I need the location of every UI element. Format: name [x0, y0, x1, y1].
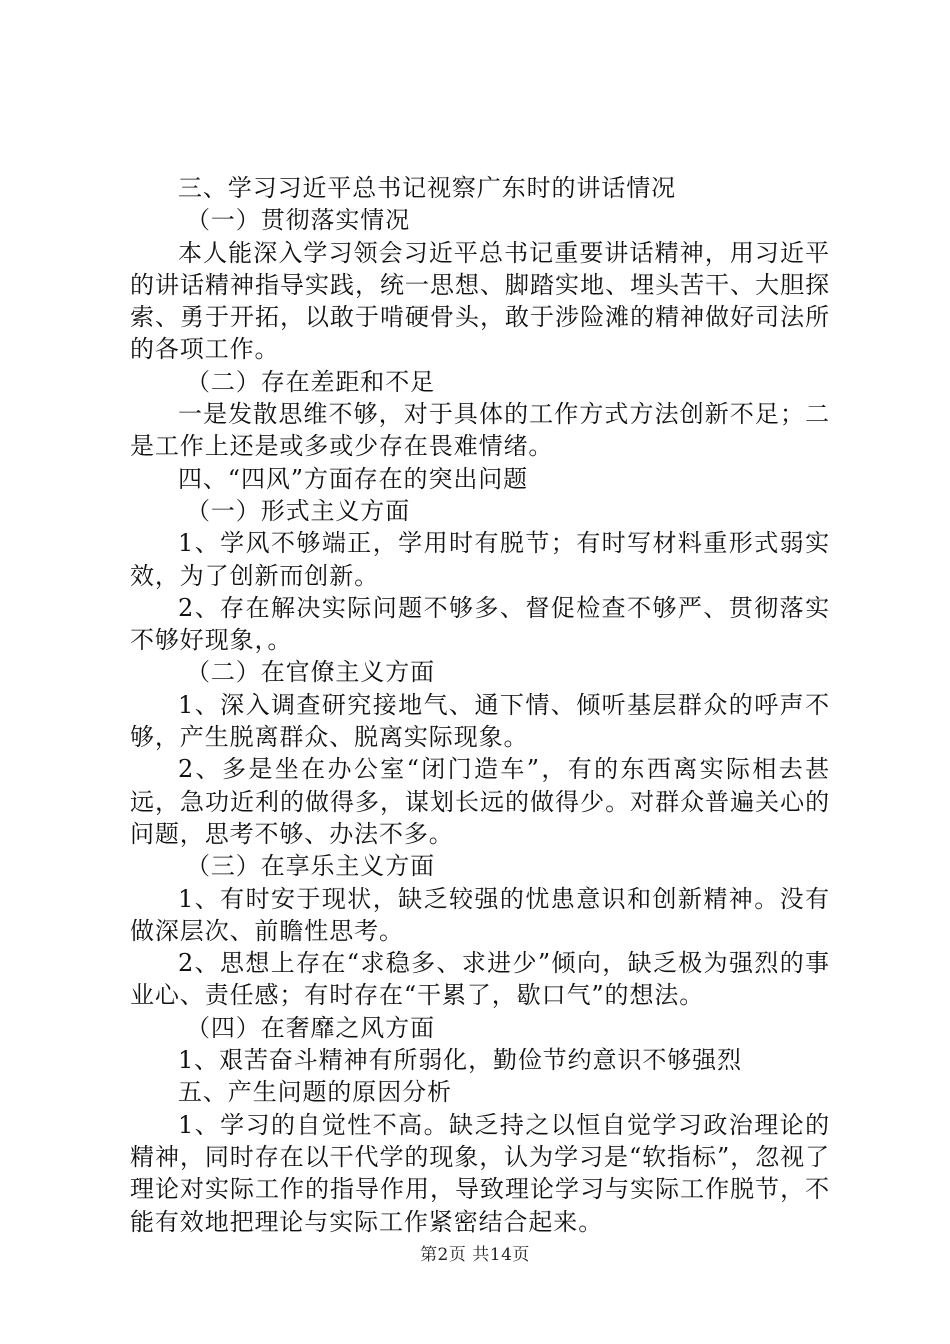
body-paragraph: 1、深入调查研究接地气、通下情、倾听基层群众的呼声不够，产生脱离群众、脱离实际现象。: [130, 690, 830, 752]
body-paragraph: 1、学习的自觉性不高。缺乏持之以恒自觉学习政治理论的精神，同时存在以干代学的现象，认为学习是“软指标”，忽视了理论对实际工作的指导作用，导致理论学习与实际工作脱节，不能有效地把理论与实际工作紧密结合起来。: [130, 1110, 830, 1236]
body-paragraph: 本人能深入学习领会习近平总书记重要讲话精神，用习近平的讲话精神指导实践，统一思想、脚踏实地、埋头苦干、大胆探索、勇于开拓，以敢于啃硬骨头，敢于涉险滩的精神做好司法所的各项工作。: [130, 238, 830, 364]
document-body: [130, 172, 830, 1238]
body-paragraph: 2、多是坐在办公室“闭门造车”，有的东西离实际相去甚远，急功近利的做得多，谋划长远的做得少。对群众普遍关心的问题，思考不够、办法不多。: [130, 755, 830, 848]
subsection-heading: （一）形式主义方面: [186, 496, 411, 525]
subsection-heading: （二）存在差距和不足: [186, 367, 435, 396]
section-heading-4: 四、“四风”方面存在的突出问题: [178, 464, 529, 493]
body-paragraph: 1、学风不够端正，学用时有脱节；有时写材料重形式弱实效，为了创新而创新。: [130, 529, 830, 590]
section-heading-5: 五、产生问题的原因分析: [178, 1078, 452, 1107]
body-paragraph: 2、存在解决实际问题不够多、督促检查不够严、贯彻落实不够好现象，。: [130, 593, 830, 655]
section-heading-3: 三、学习习近平总书记视察广东时的讲话情况: [178, 174, 676, 202]
body-paragraph: 1、艰苦奋斗精神有所弱化，勤俭节约意识不够强烈: [178, 1046, 742, 1075]
subsection-heading: （二）在官僚主义方面: [186, 658, 435, 687]
subsection-heading: （三）在享乐主义方面: [186, 852, 435, 881]
body-paragraph: 一是发散思维不够，对于具体的工作方式方法创新不足；二是工作上还是或多或少存在畏难情绪。: [130, 400, 830, 461]
body-paragraph: 2、思想上存在“求稳多、求进少”倾向，缺乏极为强烈的事业心、责任感；有时存在“干累了，歇口气”的想法。: [130, 949, 830, 1010]
subsection-heading: （一）贯彻落实情况: [186, 206, 411, 235]
body-paragraph: 1、有时安于现状，缺乏较强的忧患意识和创新精神。没有做深层次、前瞻性思考。: [130, 884, 830, 945]
page-number-footer: 第2页 共14页: [420, 1245, 530, 1265]
subsection-heading: （四）在奢靡之风方面: [186, 1013, 435, 1042]
